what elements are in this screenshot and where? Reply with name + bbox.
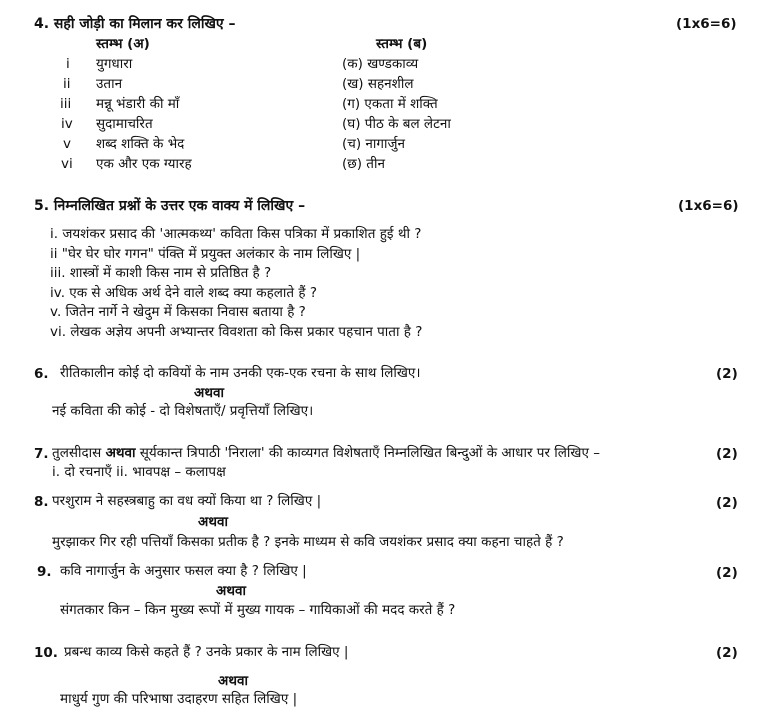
q4-col-b-header: स्तम्भ (ब) xyxy=(376,36,428,52)
q10-number: 10. xyxy=(34,645,58,661)
q5-title: 5. निम्नलिखित प्रश्नों के उत्तर एक वाक्य में लिखिए – xyxy=(34,198,306,214)
q10-alt-text: माधुर्य गुण की परिभाषा उदाहरण सहित लिखिए | xyxy=(60,691,298,707)
q7-or-inline: अथवा xyxy=(105,445,136,461)
q4-row-b: (क) खण्डकाव्य xyxy=(342,56,419,72)
q7-text-pre: तुलसीदास xyxy=(52,445,106,461)
q6-marks: (2) xyxy=(716,366,738,382)
q4-row-b: (घ) पीठ के बल लेटना xyxy=(342,116,451,132)
q10-text: प्रबन्ध काव्य किसे कहते हैं ? उनके प्रकार के नाम लिखिए | xyxy=(64,644,349,660)
q8-number: 8. xyxy=(34,494,49,510)
q4-row-b: (च) नागार्जुन xyxy=(342,136,405,152)
q4-row-num: vi xyxy=(61,156,73,172)
q7-text-post: सूर्यकान्त त्रिपाठी 'निराला' की काव्यगत विशेषताएँ निम्नलिखित बिन्दुओं के आधार पर लिखिए – xyxy=(135,445,600,461)
q4-row-a: शब्द शक्ति के भेद xyxy=(96,136,185,152)
q4-marks: (1x6=6) xyxy=(676,16,737,32)
q8-or-label: अथवा xyxy=(198,514,228,530)
q5-item: i. जयशंकर प्रसाद की 'आत्मकथ्य' कविता किस पत्रिका में प्रकाशित हुई थी ? xyxy=(50,226,422,242)
q6-number: 6. xyxy=(34,366,49,382)
q4-col-a-header: स्तम्भ (अ) xyxy=(96,36,150,52)
q8-text: परशुराम ने सहस्त्रबाहु का वध क्यों किया था ? लिखिए | xyxy=(52,493,322,509)
q4-row-num: iii xyxy=(60,96,72,112)
q9-number: 9. xyxy=(37,564,52,580)
q8-alt-text: मुरझाकर गिर रही पत्तियाँ किसका प्रतीक है ? इनके माध्यम से कवि जयशंकर प्रसाद क्या कहना चाहते हैं ? xyxy=(52,534,564,550)
q6-text: रीतिकालीन कोई दो कवियों के नाम उनकी एक-एक रचना के साथ लिखिए। xyxy=(60,365,421,381)
q4-row-a: मन्नू भंडारी की माँ xyxy=(96,96,180,112)
q4-row-a: सुदामाचरित xyxy=(96,116,153,132)
q5-item: vi. लेखक अज्ञेय अपनी अभ्यान्तर विवशता को किस प्रकार पहचान पाता है ? xyxy=(50,324,423,340)
q7-number: 7. xyxy=(34,446,49,462)
q6-alt-text: नई कविता की कोई - दो विशेषताएँ/ प्रवृत्तियाँ लिखिए। xyxy=(52,403,314,419)
q7-marks: (2) xyxy=(716,446,738,462)
q9-or-label: अथवा xyxy=(216,583,246,599)
q5-item: v. जितेन नार्गे ने खेदुम में किसका निवास बताया है ? xyxy=(50,304,306,320)
q5-marks: (1x6=6) xyxy=(678,198,739,214)
q10-marks: (2) xyxy=(716,645,738,661)
q9-text: कवि नागार्जुन के अनुसार फसल क्या है ? लिखिए | xyxy=(60,563,307,579)
q8-marks: (2) xyxy=(716,495,738,511)
q7-text xyxy=(52,447,600,461)
q4-row-b: (ख) सहनशील xyxy=(342,76,414,92)
q9-alt-text: संगतकार किन – किन मुख्य रूपों में मुख्य गायक – गायिकाओं की मदद करते हैं ? xyxy=(60,602,456,618)
q4-row-a: उतान xyxy=(96,76,123,92)
q5-item: ii "घेर घेर घोर गगन" पंक्ति में प्रयुक्त अलंकार के नाम लिखिए | xyxy=(50,246,361,262)
q4-row-num: v xyxy=(63,136,71,152)
q4-title: 4. सही जोड़ी का मिलान कर लिखिए – xyxy=(34,16,236,32)
q4-row-a: युगधारा xyxy=(96,56,133,72)
q4-row-b: (ग) एकता में शक्ति xyxy=(342,96,438,112)
q4-row-num: i xyxy=(66,56,70,72)
q7-subpoints: i. दो रचनाएँ ii. भावपक्ष – कलापक्ष xyxy=(52,464,226,480)
q5-item: iv. एक से अधिक अर्थ देने वाले शब्द क्या कहलाते हैं ? xyxy=(50,285,317,301)
q9-marks: (2) xyxy=(716,565,738,581)
q4-row-b: (छ) तीन xyxy=(342,156,385,172)
q10-or-label: अथवा xyxy=(218,673,248,689)
q4-row-num: ii xyxy=(63,76,71,92)
q4-row-a: एक और एक ग्यारह xyxy=(96,156,192,172)
q5-item: iii. शास्त्रों में काशी किस नाम से प्रतिष्ठित है ? xyxy=(50,265,272,281)
q6-or-label: अथवा xyxy=(194,385,224,401)
q4-row-num: iv xyxy=(61,116,73,132)
